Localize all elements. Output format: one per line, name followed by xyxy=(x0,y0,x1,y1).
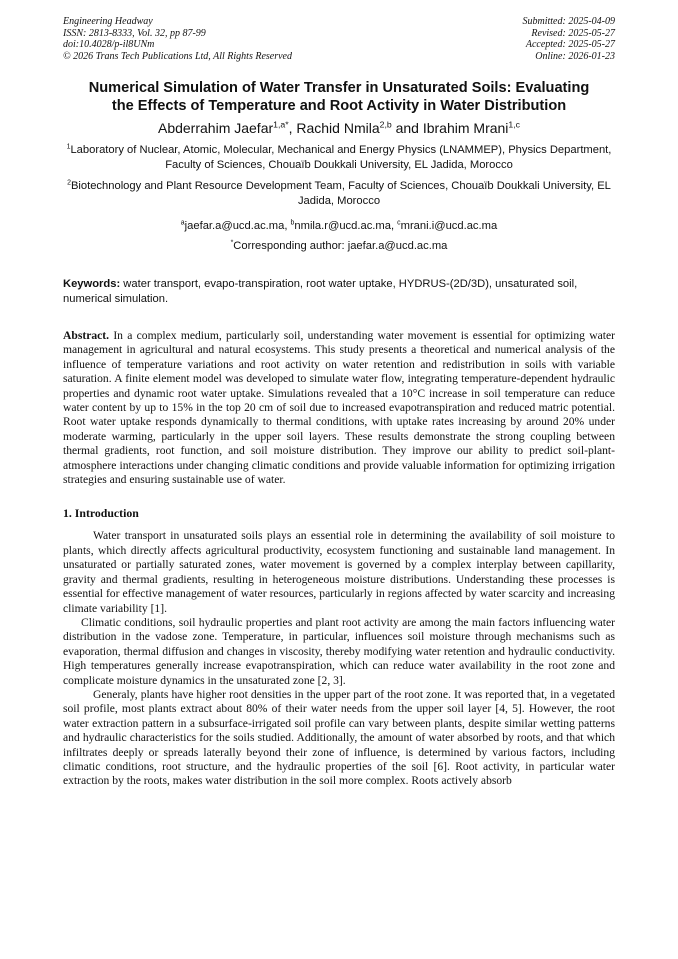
online-date: Online: 2026-01-23 xyxy=(535,50,615,62)
issn: ISSN: 2813-8333, Vol. 32, pp 87-99 xyxy=(63,27,206,39)
abstract-text: In a complex medium, particularly soil, understanding water movement is essential for optimizing water management in agricultural and natural ecosystems. This study presents a theoretical and numerical analysis of the influence of temperature variations and root activity on water retention and redistribution in soils with variable saturation. A finite element model was developed to simulate water flow, integrating temperature-dependent hydraulic properties and dynamic root water uptake. Simulations revealed that a 10°C increase in soil temperature can reduce water content by up to 15% in the top 20 cm of soil due to increased evapotranspiration and reduced matric potential. Root water uptake responds dynamically to thermal conditions, with uptake rates increasing by around 20% under moderate warming, particularly in the upper soil layers. These results demonstrate the strong coupling between thermal gradients, root function, and soil moisture distribution. They improve our ability to predict soil-plant-atmosphere interactions under changing climatic conditions and provide valuable information for optimizing irrigation strategies and ensuring sustainable use of water. xyxy=(63,329,615,487)
affiliation-2-sup: 2 xyxy=(67,179,71,187)
submitted-date: Submitted: 2025-04-09 xyxy=(522,16,615,27)
author-1: Abderrahim Jaefar xyxy=(157,120,274,136)
journal-info xyxy=(63,16,292,62)
abstract-label: Abstract. xyxy=(63,329,110,342)
accepted-date: Accepted: 2025-05-27 xyxy=(525,39,615,50)
journal-header xyxy=(63,16,615,62)
abstract xyxy=(63,329,615,487)
copyright: © 2026 Trans Tech Publications Ltd, All Rights Reserved xyxy=(63,50,292,62)
section-heading-introduction: 1. Introduction xyxy=(63,506,139,521)
author-3: Ibrahim Mrani xyxy=(422,120,509,136)
email-b: nmila.r@ucd.ac.ma, xyxy=(294,220,398,232)
publication-dates xyxy=(523,16,616,62)
affiliation-1 xyxy=(63,143,615,173)
author-sep-1: , xyxy=(288,120,297,136)
email-c: mrani.i@ucd.ac.ma xyxy=(400,220,498,232)
keywords-text: water transport, evapo-transpiration, root water uptake, HYDRUS-(2D/3D), unsaturated soil, numerical simulation. xyxy=(63,278,578,305)
author-3-sup: 1,c xyxy=(508,119,520,130)
keywords xyxy=(63,277,615,306)
email-a: jaefar.a@ucd.ac.ma, xyxy=(184,220,291,232)
email-a-sup: a xyxy=(180,219,185,227)
title-line-1: Numerical Simulation of Water Transfer in Unsaturated Soils: Evaluating xyxy=(88,80,590,96)
affiliation-2-text: Biotechnology and Plant Resource Development Team, Faculty of Sciences, Chouaïb Doukkali University, EL Jadida, Morocco xyxy=(70,180,611,207)
corresponding-author xyxy=(63,239,615,254)
affiliation-2 xyxy=(63,179,615,209)
title-line-2: the Effects of Temperature and Root Activity in Water Distribution xyxy=(111,98,567,114)
author-2-sup: 2,b xyxy=(379,119,392,130)
revised-date: Revised: 2025-05-27 xyxy=(531,27,615,39)
author-2: Rachid Nmila xyxy=(296,120,380,136)
journal-name: Engineering Headway xyxy=(63,16,153,27)
corresponding-sup: * xyxy=(230,239,234,247)
paper-title xyxy=(63,79,615,115)
intro-paragraph-2: Climatic conditions, soil hydraulic properties and plant root activity are among the main factors influencing water distribution in the vadose zone. Temperature, in particular, influences soil moisture through mechanisms such as evaporation, thermal diffusion and changes in viscosity, thereby modifying water retention and hydraulic conductivity. High temperatures generally increase evapotranspiration, which can reduce water availability in the root zone and complicate moisture dynamics in the unsaturated zone [2, 3]. xyxy=(63,615,615,687)
affiliation-1-text: Laboratory of Nuclear, Atomic, Molecular, Mechanical and Energy Physics (LNAMMEP), Physics Department, Faculty of Sciences, Chouaïb Doukkali University, EL Jadida, Morocco xyxy=(70,144,612,171)
author-1-sup: 1,a* xyxy=(273,119,289,130)
email-c-sup: c xyxy=(397,219,401,227)
keywords-label: Keywords: xyxy=(63,278,121,290)
doi: doi:10.4028/p-il8UNm xyxy=(63,39,155,50)
affiliation-1-sup: 1 xyxy=(66,143,71,151)
author-list xyxy=(63,119,615,137)
intro-paragraph-1: Water transport in unsaturated soils plays an essential role in determining the availability of soil moisture to plants, which directly affects agricultural productivity, ecosystem functioning and sustainable land management. In unsaturated or partially saturated zones, water movement is governed by a complex interplay between capillarity, gravity and thermal gradients, resulting in heterogeneous moisture distributions. Understanding these processes is essential for effective management of water resources, particularly in regions affected by water scarcity and increasing climate variability [1]. xyxy=(63,529,615,615)
author-emails xyxy=(63,219,615,234)
corresponding-text: Corresponding author: jaefar.a@ucd.ac.ma xyxy=(233,240,448,252)
email-b-sup: b xyxy=(290,219,295,227)
author-sep-2: and xyxy=(391,120,423,136)
intro-paragraph-3: Generaly, plants have higher root densities in the upper part of the root zone. It was reported that, in a vegetated soil profile, most plants extract about 80% of their water needs from the upper soil layer [4, 5]. However, the root water extraction pattern in a subsurface-irrigated soil profile can vary between plants, despite similar wetting patterns and hydraulic characteristics for the soils studied. Additionally, the amount of water absorbed by roots, and that which infiltrates deeply or spreads laterally beyond their zone of influence, is determined by various factors, including climatic conditions, root structure, and the hydraulic properties of the soil [6]. Root activity, in particular water extraction by the roots, makes water distribution in the soil more complex. Roots actively absorb xyxy=(63,687,615,788)
